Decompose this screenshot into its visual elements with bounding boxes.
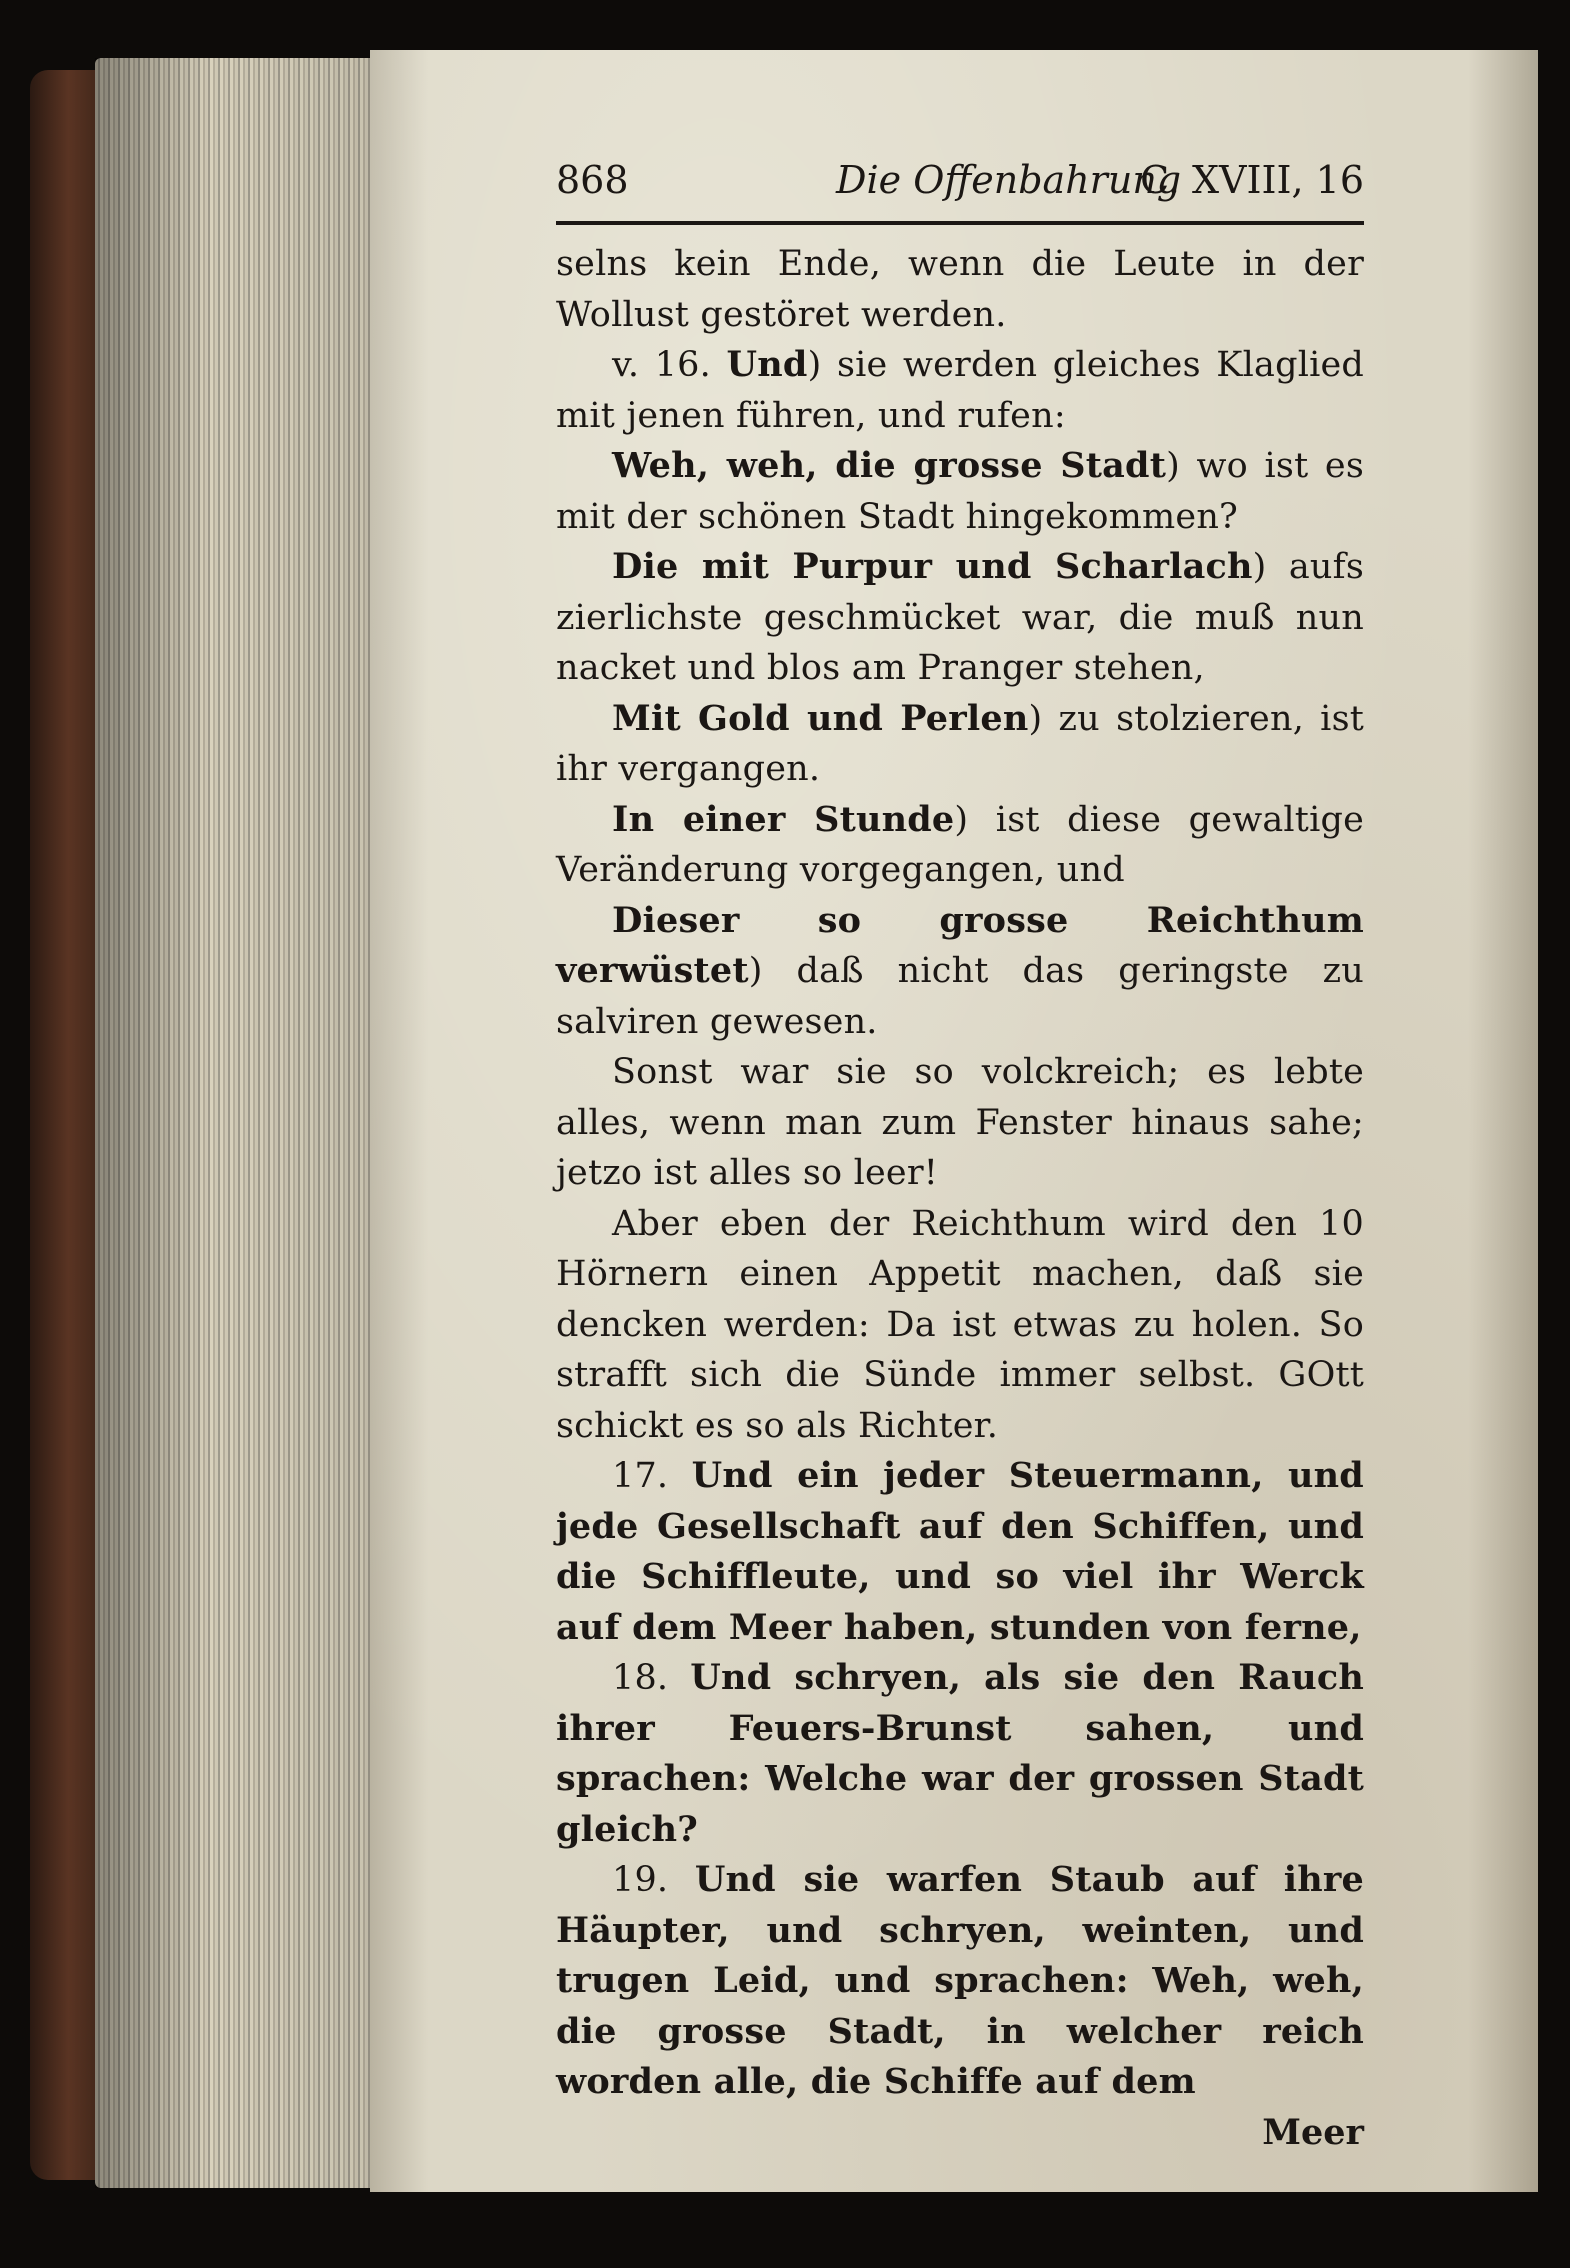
chapter-reference: C. XVIII, 16 [1140,158,1364,202]
lemma: Und ein jeder Steuermann, und jede Gesellschaft auf den Schiffen, und die Schiffleute, und so viel ihr Werck auf dem Meer haben, stunden von ferne, [556,1455,1364,1648]
paragraph [556,1451,1364,1653]
page-number: 868 [556,158,629,202]
paragraph [556,441,1364,542]
lemma: Mit Gold und Perlen [612,697,1029,739]
paragraph [556,239,1364,340]
paragraph [556,694,1364,795]
text-segment: ) ist diese gewaltige Veränderung vorgegangen, und [556,799,1364,890]
verse-number: 17. [612,1456,692,1496]
text-segment: ) wo ist es mit der schönen Stadt hingekommen? [556,446,1364,537]
lemma: Und sie warfen Staub auf ihre Häupter, und schryen, weinten, und trugen Leid, und sprachen: Weh, weh, die grosse Stadt, in welcher reich worden alle, die Schiffe auf dem [556,1859,1364,2102]
verse-number: v. 16. [612,345,727,385]
verse-number: 19. [612,1860,695,1900]
paragraph [556,542,1364,694]
text-segment: Aber eben der Reichthum wird den 10 Hörnern einen Appetit machen, daß sie dencken werden: Da ist etwas zu holen. So strafft sich die Sünde immer selbst. GOtt schickt es so als Richter. [556,1203,1364,1446]
paragraph [556,1047,1364,1199]
book-page [370,50,1538,2192]
lemma: Dieser so grosse Reichthum verwüstet [556,899,1364,991]
text-segment: ) aufs zierlichste geschmücket war, die muß nun nacket und blos am Pranger stehen, [556,547,1364,688]
text-segment: ) daß nicht das geringste zu salviren gewesen. [556,951,1364,1042]
lemma: Und schryen, als sie den Rauch ihrer Feuers-Brunst sahen, und sprachen: Welche war der grossen Stadt gleich? [556,1657,1364,1850]
header-rule [556,221,1364,225]
text-segment: selns kein Ende, wenn die Leute in der Wollust gestöret werden. [556,244,1364,335]
page-edges [95,58,385,2188]
lemma: Und [726,344,808,385]
text-segment: Sonst war sie so volckreich; es lebte alles, wenn man zum Fenster hinaus sahe; jetzo ist alles so leer! [556,1052,1364,1193]
paragraph [556,795,1364,896]
lemma: Weh, weh, die grosse Stadt [612,445,1167,486]
running-head [556,145,1364,215]
paragraph [556,1653,1364,1855]
page-title: Die Offenbahrung [836,158,1182,202]
paragraph [556,340,1364,441]
text-segment: ) sie werden gleiches Klaglied mit jenen führen, und rufen: [556,345,1364,436]
paragraph [556,896,1364,1048]
catchword: Meer [1262,2111,1364,2153]
page-content [556,145,1365,2153]
verse-number: 18. [612,1658,691,1698]
lemma: Die mit Purpur und Scharlach [612,546,1253,587]
body-text [556,239,1364,2108]
lemma: In einer Stunde [612,798,955,840]
paragraph [556,1199,1364,1452]
paragraph [556,1855,1364,2108]
text-segment: ) zu stolzieren, ist ihr vergangen. [556,698,1365,789]
